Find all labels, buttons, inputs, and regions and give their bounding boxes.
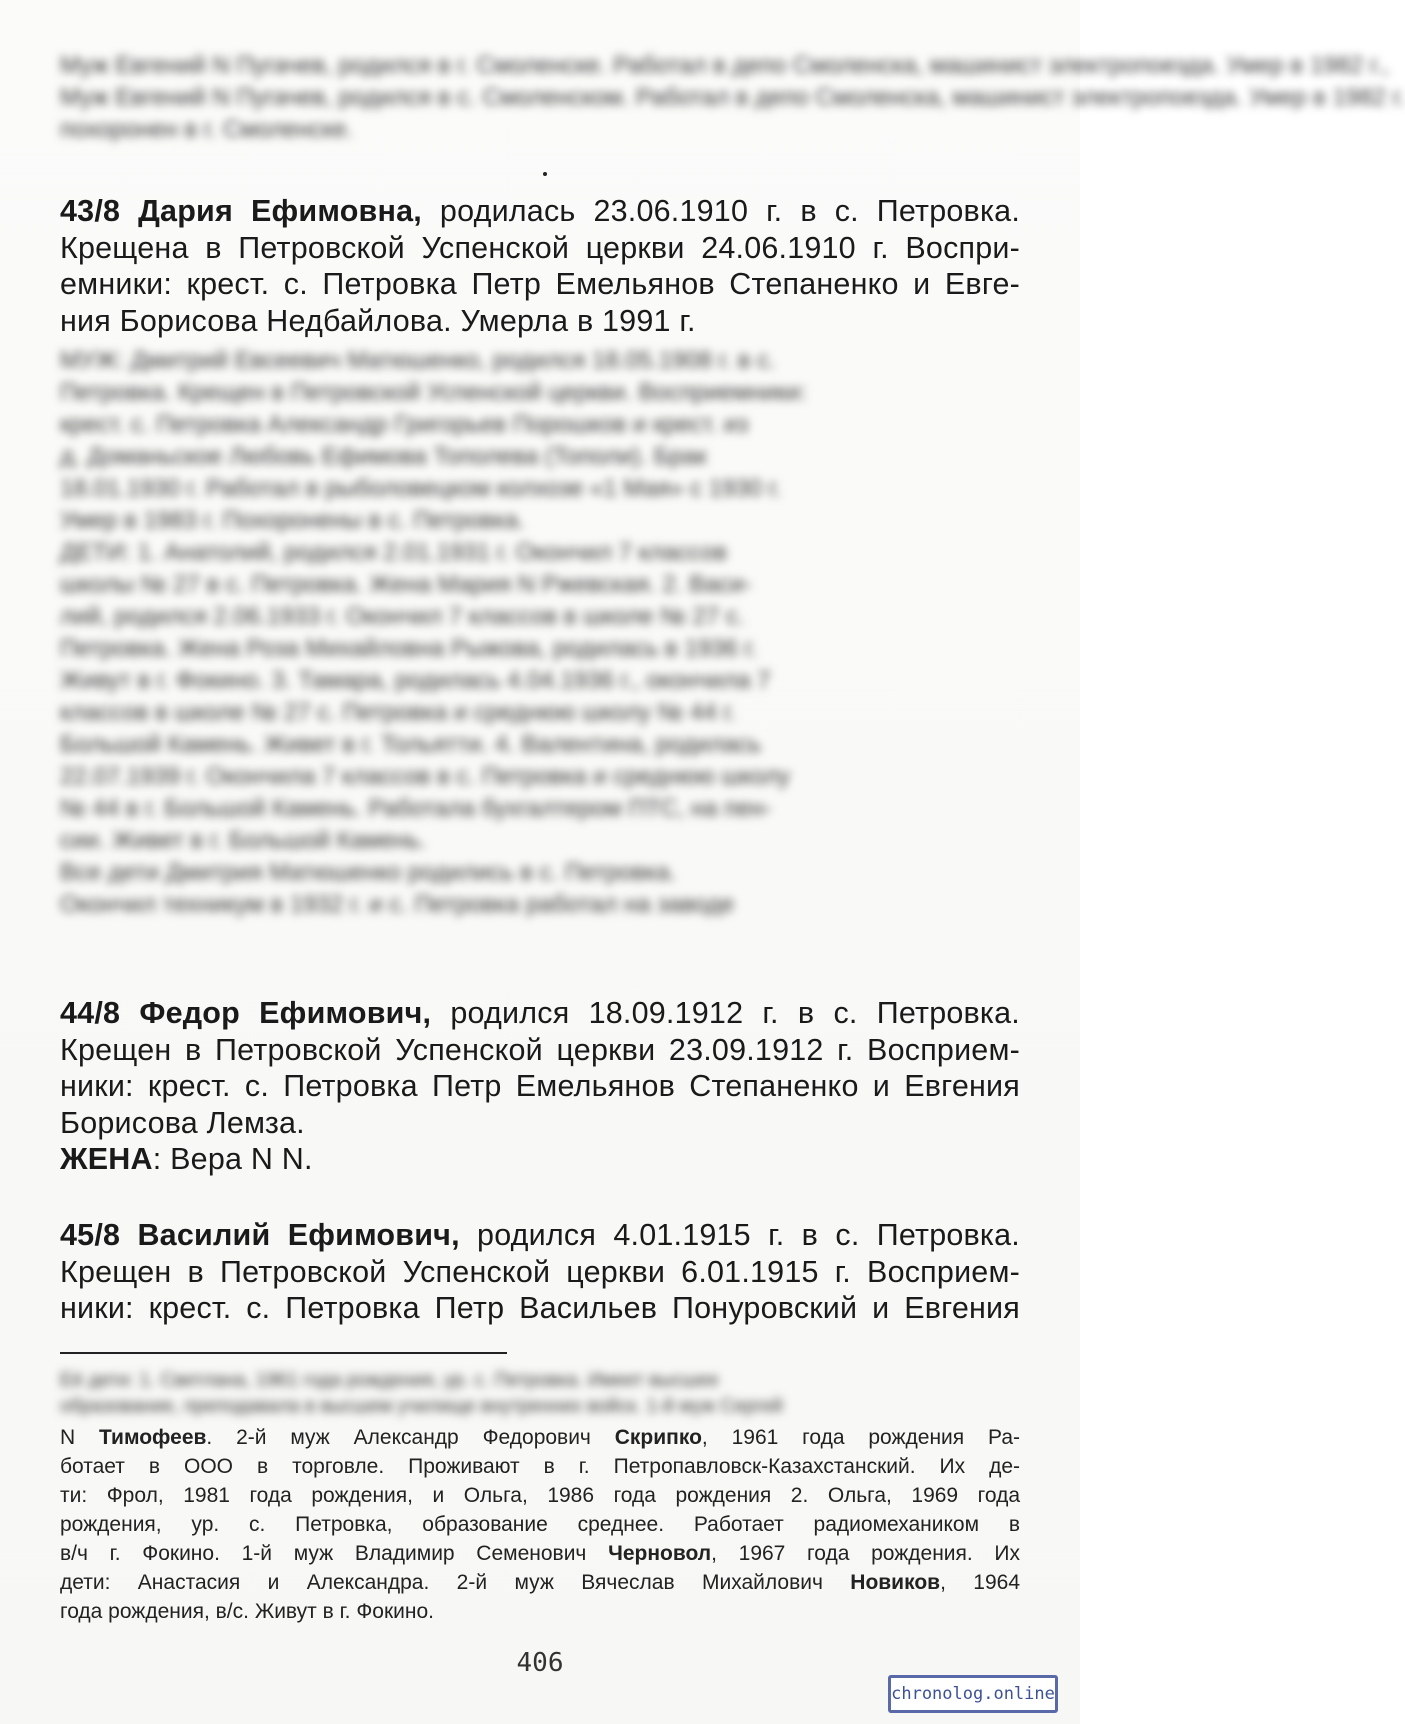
blurred-footnote bbox=[60, 1368, 1020, 1420]
footnote-name: Новиков bbox=[850, 1571, 941, 1594]
blurred-line: крест. с. Петровка Александр Григорьев Порошков и крест. из bbox=[60, 411, 749, 438]
wife-label: ЖЕНА bbox=[60, 1142, 153, 1176]
blurred-line: Большой Камень. Живет в г. Тольятти. 4. Валентина, родилась bbox=[60, 731, 762, 758]
entry-text: емники: крест. с. Петровка Петр Емельянов Степаненко и Евге- bbox=[60, 267, 1020, 301]
entry-text: Крещен в Петровской Успенской церкви 23.09.1912 г. Восприем- bbox=[60, 1032, 1020, 1067]
blurred-line: Все дети Дмитрия Матюшенко родились в с. Петровка. bbox=[60, 859, 677, 886]
blurred-line: ДЕТИ: 1. Анатолий, родился 2.01.1931 г. Окончил 7 классов bbox=[60, 539, 727, 566]
entry-heading: 44/8 Федор Ефимович, bbox=[60, 996, 432, 1030]
entry-45 bbox=[60, 1217, 1020, 1327]
entry-text: ники: крест. с. Петровка Петр Васильев Понуровский и Евгения bbox=[60, 1291, 1020, 1325]
entry-text: родилась 23.06.1910 г. в с. Петровка. bbox=[421, 194, 1021, 228]
blurred-line: лий, родился 2.06.1933 г. Окончил 7 классов в школе № 27 с. bbox=[60, 603, 745, 630]
blurred-line: образование, преподавала в высшем училище внутренних войск. 1-й муж Сергей bbox=[60, 1396, 783, 1417]
blurred-text-top bbox=[60, 50, 1405, 146]
blurred-text-middle bbox=[60, 345, 1020, 921]
footnote-text: года рождения, в/с. Живут в г. Фокино. bbox=[60, 1600, 435, 1623]
blurred-line: 18.01.1930 г. Работал в рыболовецком колхозе «1 Мая» с 1930 г. bbox=[60, 475, 782, 502]
blurred-line: д. Доманьское Любовь Ефимова Тополева (Тополи). Брак bbox=[60, 443, 707, 470]
blurred-line: 22.07.1939 г. Окончила 7 классов в с. Петровка и среднюю школу bbox=[60, 763, 791, 790]
blurred-line: похоронен в г. Смоленске. bbox=[60, 116, 353, 143]
footnote-name: Скрипко bbox=[614, 1426, 702, 1449]
blurred-line: Муж Евгений N Пугачев, родился в с. Смоленском. Работал в депо Смоленска, машинист электропоезда. Умер в 1982 г. bbox=[60, 84, 1405, 111]
blurred-line: МУЖ: Дмитрий Евсеевич Матюшенко, родился 18.05.1908 г. в с. bbox=[60, 347, 776, 374]
footnote-text: рождения, ур. с. Петровка, образование среднее. Работает радиомехаником в bbox=[60, 1513, 1020, 1536]
blurred-line: Муж Евгений N Пугачев, родился в г. Смоленске. Работал в депо Смоленска, машинист электропоезда. Умер в 1982 г., bbox=[60, 52, 1390, 79]
entry-text: ники: крест. с. Петровка Петр Емельянов Степаненко и Евгения bbox=[60, 1069, 1020, 1103]
entry-text: Крещен в Петровской Успенской церкви 6.01.1915 г. Восприем- bbox=[60, 1254, 1020, 1289]
blurred-line: Петровка. Жена Роза Михайловна Рыжова, родилась в 1936 г. bbox=[60, 635, 757, 662]
footnote-text: N bbox=[60, 1426, 100, 1449]
footnote-text: дети: Анастасия и Александра. 2-й муж Вячеслав Михайлович bbox=[60, 1571, 851, 1594]
wife-value: : Вера N N. bbox=[152, 1142, 313, 1176]
entry-text: Крещена в Петровской Успенской церкви 24.06.1910 г. Воспри- bbox=[60, 230, 1020, 265]
watermark-text: chronolog.online bbox=[891, 1684, 1055, 1704]
blurred-line: классов в школе № 27 с. Петровка и среднюю школу № 44 г. bbox=[60, 699, 736, 726]
footnote-name: Черновол bbox=[608, 1542, 712, 1565]
blurred-line: Её дети: 1. Светлана, 1961 года рождения, ур. с. Петровка. Имеет высшее bbox=[60, 1370, 719, 1391]
entry-text: родился 18.09.1912 г. в с. Петровка. bbox=[431, 996, 1020, 1030]
blurred-line: Умер в 1983 г. Похоронены в с. Петровка. bbox=[60, 507, 525, 534]
entry-text: родился 4.01.1915 г. в с. Петровка. bbox=[459, 1218, 1020, 1252]
entry-heading: 45/8 Василий Ефимович, bbox=[60, 1218, 460, 1252]
blurred-line: школы № 27 в с. Петровка. Жена Мария N Ржевская. 2. Васи- bbox=[60, 571, 752, 598]
blurred-line: № 44 в г. Большой Камень. Работала бухгалтером ПТС, на пен- bbox=[60, 795, 772, 822]
entry-text: ния Борисова Недбайлова. Умерла в 1991 г. bbox=[60, 303, 696, 338]
entry-text: Борисова Лемза. bbox=[60, 1105, 305, 1140]
page-number: 406 bbox=[516, 1648, 564, 1678]
footnote-text: . 2-й муж Александр Федорович bbox=[206, 1426, 615, 1449]
footnote-rule bbox=[60, 1352, 507, 1354]
entry-43 bbox=[60, 193, 1020, 339]
footnote-name: Тимофеев bbox=[99, 1426, 207, 1449]
footnote-text: ти: Фрол, 1981 года рождения, и Ольга, 1986 года рождения 2. Ольга, 1969 года bbox=[60, 1484, 1020, 1507]
footnote-text: , 1964 bbox=[940, 1571, 1021, 1594]
footnote-text: в/ч г. Фокино. 1-й муж Владимир Семенович bbox=[60, 1542, 609, 1565]
entry-heading: 43/8 Дария Ефимовна, bbox=[60, 194, 422, 228]
footnote-text: ботает в ООО в торговле. Проживают в г. Петропавловск-Казахстанский. Их де- bbox=[60, 1455, 1020, 1478]
footnote-text: , 1967 года рождения. Их bbox=[711, 1542, 1021, 1565]
blurred-line: Петровка. Крещен в Петровской Успенской церкви. Восприемники: bbox=[60, 379, 807, 406]
entry-44 bbox=[60, 995, 1020, 1178]
blurred-line: Живут в г. Фокино. 3. Тамара, родилась 4.04.1936 г., окончила 7 bbox=[60, 667, 771, 694]
watermark-badge[interactable] bbox=[888, 1675, 1058, 1713]
blurred-line: сии. Живет в г. Большой Камень. bbox=[60, 827, 427, 854]
blurred-line: Окончил техникум в 1932 г. и с. Петровка работал на заводе bbox=[60, 891, 735, 918]
footnote bbox=[60, 1423, 1020, 1626]
footnote-text: , 1961 года рождения Ра- bbox=[701, 1426, 1020, 1449]
speck bbox=[543, 172, 547, 176]
